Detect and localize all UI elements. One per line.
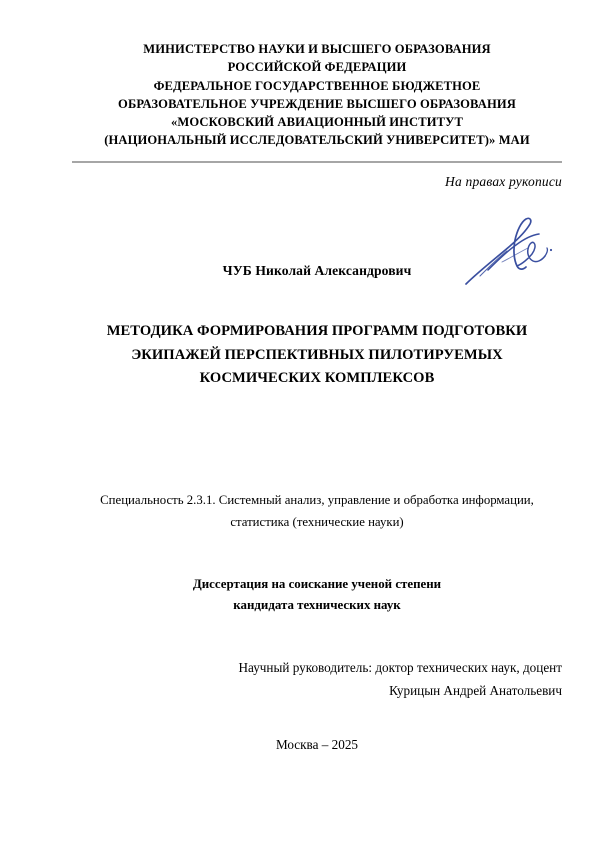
handwritten-signature-icon [444, 212, 564, 294]
author-name: ЧУБ Николай Александрович [222, 263, 412, 278]
page-content [72, 0, 562, 846]
dissertation-title [58, 320, 576, 391]
header-divider [72, 161, 562, 163]
organization-header-line: «МОСКОВСКИЙ АВИАЦИОННЫЙ ИНСТИТУТ [170, 115, 463, 130]
scientific-advisor-line: Научный руководитель: доктор технических наук, доцент [238, 660, 562, 675]
specialty-line: статистика (технические науки) [230, 514, 404, 529]
degree-statement-line: кандидата технических наук [233, 598, 401, 612]
manuscript-rights-note: На правах рукописи [445, 174, 562, 189]
dissertation-title-line: ЭКИПАЖЕЙ ПЕРСПЕКТИВНЫХ ПИЛОТИРУЕМЫХ [131, 346, 503, 363]
specialty-line: Специальность 2.3.1. Системный анализ, управление и обработка информации, [100, 493, 534, 507]
degree-statement-line: Диссертация на соискание ученой степени [192, 577, 442, 591]
organization-header-line: ФЕДЕРАЛЬНОЕ ГОСУДАРСТВЕННОЕ БЮДЖЕТНОЕ [153, 78, 481, 93]
degree-statement [72, 574, 562, 616]
scientific-advisor [72, 657, 562, 702]
organization-header-line: ОБРАЗОВАТЕЛЬНОЕ УЧРЕЖДЕНИЕ ВЫСШЕГО ОБРАЗОВАНИЯ [118, 96, 516, 111]
organization-header [72, 40, 562, 150]
dissertation-title-line: КОСМИЧЕСКИХ КОМПЛЕКСОВ [199, 370, 435, 386]
organization-header-line: МИНИСТЕРСТВО НАУКИ И ВЫСШЕГО ОБРАЗОВАНИЯ [143, 42, 491, 56]
place-and-year: Москва – 2025 [275, 737, 359, 752]
dissertation-title-line: МЕТОДИКА ФОРМИРОВАНИЯ ПРОГРАММ ПОДГОТОВКИ [106, 323, 528, 339]
scientific-advisor-line: Курицын Андрей Анатольевич [389, 682, 562, 698]
organization-header-line: (НАЦИОНАЛЬНЫЙ ИССЛЕДОВАТЕЛЬСКИЙ УНИВЕРСИТЕТ)» МАИ [104, 133, 530, 148]
specialty-block [66, 490, 568, 533]
organization-header-line: РОССИЙСКОЙ ФЕДЕРАЦИИ [227, 60, 407, 75]
